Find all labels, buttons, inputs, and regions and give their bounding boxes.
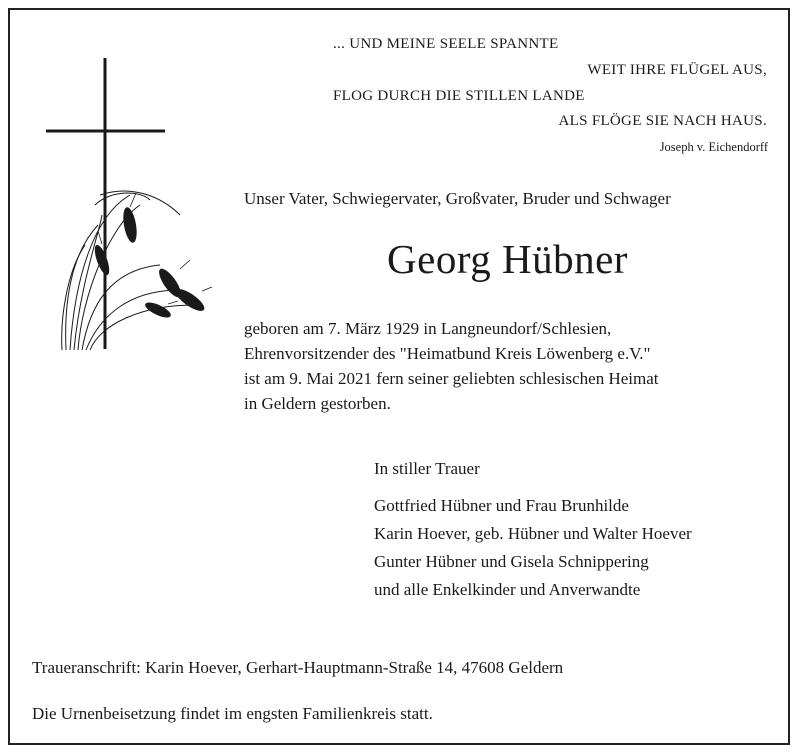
bio-line: ist am 9. Mai 2021 fern seiner geliebten schlesischen Heimat [244,369,659,388]
deceased-name: Georg Hübner [387,236,628,282]
mourner-entry: Gunter Hübner und Gisela Schnippering [374,552,649,571]
poem-line-2: WEIT IHRE FLÜGEL AUS, [587,62,767,78]
poem-line-3: FLOG DURCH DIE STILLEN LANDE [333,88,585,104]
bio-line: geboren am 7. März 1929 in Langneundorf/Schlesien, [244,319,612,338]
urn-burial-note: Die Urnenbeisetzung findet im engsten Familienkreis statt. [32,704,433,723]
mourning-address: Traueranschrift: Karin Hoever, Gerhart-Hauptmann-Straße 14, 47608 Geldern [32,658,564,677]
bio-line: in Geldern gestorben. [244,394,391,413]
biography [244,316,659,416]
cross-with-wheat-icon [40,55,230,355]
poem-line-1: ... UND MEINE SEELE SPANNTE [333,36,559,52]
mourner-entry: und alle Enkelkinder und Anverwandte [374,580,641,599]
bio-line: Ehrenvorsitzender des "Heimatbund Kreis Löwenberg e.V." [244,344,651,363]
mourning-heading: In stiller Trauer [374,459,480,478]
poem-line-4: ALS FLÖGE SIE NACH HAUS. [558,113,767,129]
mourner-entry: Gottfried Hübner und Frau Brunhilde [374,496,629,515]
relationship-intro: Unser Vater, Schwiegervater, Großvater, Bruder und Schwager [244,189,671,208]
poem-author: Joseph v. Eichendorff [659,140,768,154]
mourners-list [374,492,692,604]
mourner-entry: Karin Hoever, geb. Hübner und Walter Hoever [374,524,692,543]
